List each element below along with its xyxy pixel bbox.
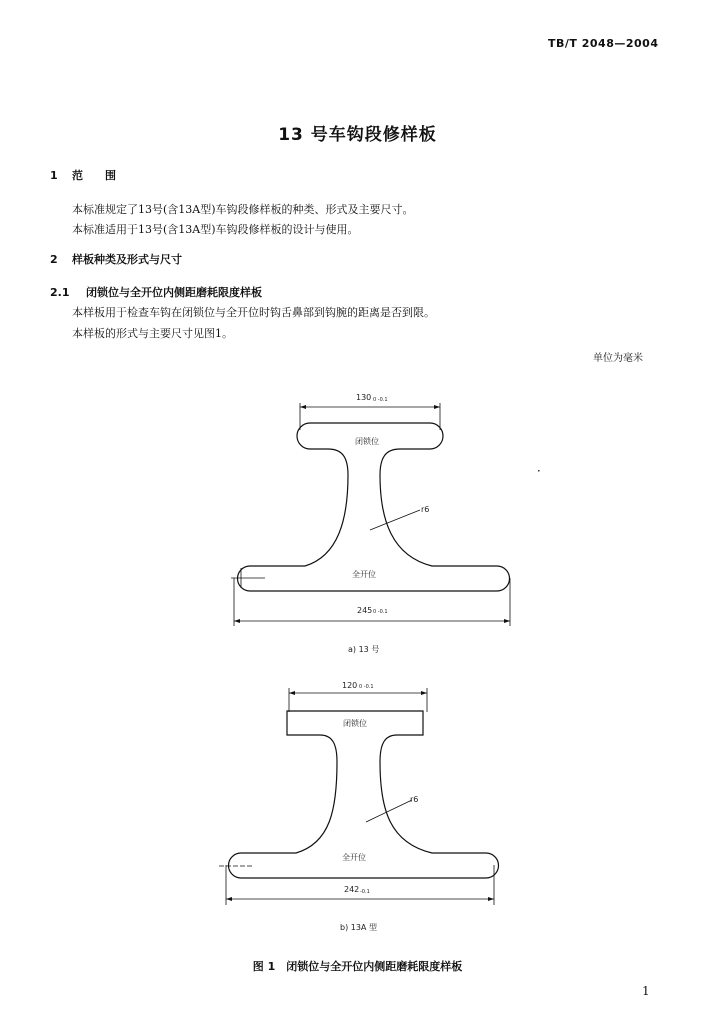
- page-number: 1: [642, 984, 650, 998]
- arrowhead-b-bottom-right: [488, 897, 494, 901]
- section-1-paragraph-2: 本标准适用于13号(含13A型)车钩段修样板的设计与使用。: [72, 223, 359, 236]
- figure-a-top-dimension: 130: [356, 393, 372, 402]
- section-2-1-title: 闭锁位与全开位内侧距磨耗限度样板: [86, 286, 262, 299]
- figure-b-radius-label: r6: [410, 795, 419, 804]
- section-1-paragraph-1: 本标准规定了13号(含13A型)车钩段修样板的种类、形式及主要尺寸。: [72, 203, 414, 216]
- figure-b-top-label: 闭锁位: [343, 719, 367, 728]
- section-2-title: 样板种类及形式与尺寸: [72, 253, 182, 266]
- arrowhead-b-top-right: [421, 691, 427, 695]
- section-2-number: 2: [50, 253, 58, 266]
- figure-a-top-label: 闭锁位: [355, 437, 379, 446]
- arrowhead-a-top-left: [300, 405, 306, 409]
- figure-a-bottom-label: 全开位: [352, 570, 376, 579]
- figure-b-bottom-tolerance: -0.1: [360, 889, 370, 895]
- figure-caption: 图 1 闭锁位与全开位内侧距磨耗限度样板: [252, 960, 463, 973]
- unit-note: 单位为毫米: [593, 353, 643, 364]
- section-2-1-paragraph-1: 本样板用于检查车钩在闭锁位与全开位时钩舌鼻部到钩腕的距离是否到限。: [72, 306, 435, 319]
- standard-number: TB/T 2048—2004: [548, 37, 659, 50]
- section-2-1-paragraph-2: 本样板的形式与主要尺寸见图1。: [72, 327, 233, 340]
- figure-b-top-tolerance: 0 -0.1: [359, 684, 374, 690]
- figure-b-subcaption: b) 13A 型: [340, 923, 377, 932]
- arrowhead-a-top-right: [434, 405, 440, 409]
- section-1-title: 范 围: [72, 169, 116, 182]
- stray-mark: [538, 470, 540, 472]
- template-a-outline: [238, 423, 510, 591]
- figure-a-bottom-tolerance: 0 -0.1: [373, 609, 388, 615]
- figure-a-bottom-dimension: 245: [357, 606, 373, 615]
- leader-line-a-radius: [370, 510, 420, 530]
- arrowhead-a-bottom-right: [504, 619, 510, 623]
- figure-a-top-tolerance: 0 -0.1: [373, 397, 388, 403]
- arrowhead-a-bottom-left: [234, 619, 240, 623]
- figure-b-bottom-dimension: 242: [344, 885, 360, 894]
- figure-b-top-dimension: 120: [342, 681, 358, 690]
- arrowhead-b-bottom-left: [226, 897, 232, 901]
- figure-b-bottom-label: 全开位: [342, 853, 366, 862]
- figure-a-radius-label: r6: [421, 505, 430, 514]
- section-2-1-number: 2.1: [50, 286, 70, 299]
- arrowhead-b-top-left: [289, 691, 295, 695]
- figure-a-subcaption: a) 13 号: [348, 645, 380, 654]
- section-1-number: 1: [50, 169, 58, 182]
- page-title: 13 号车钩段修样板: [278, 125, 437, 145]
